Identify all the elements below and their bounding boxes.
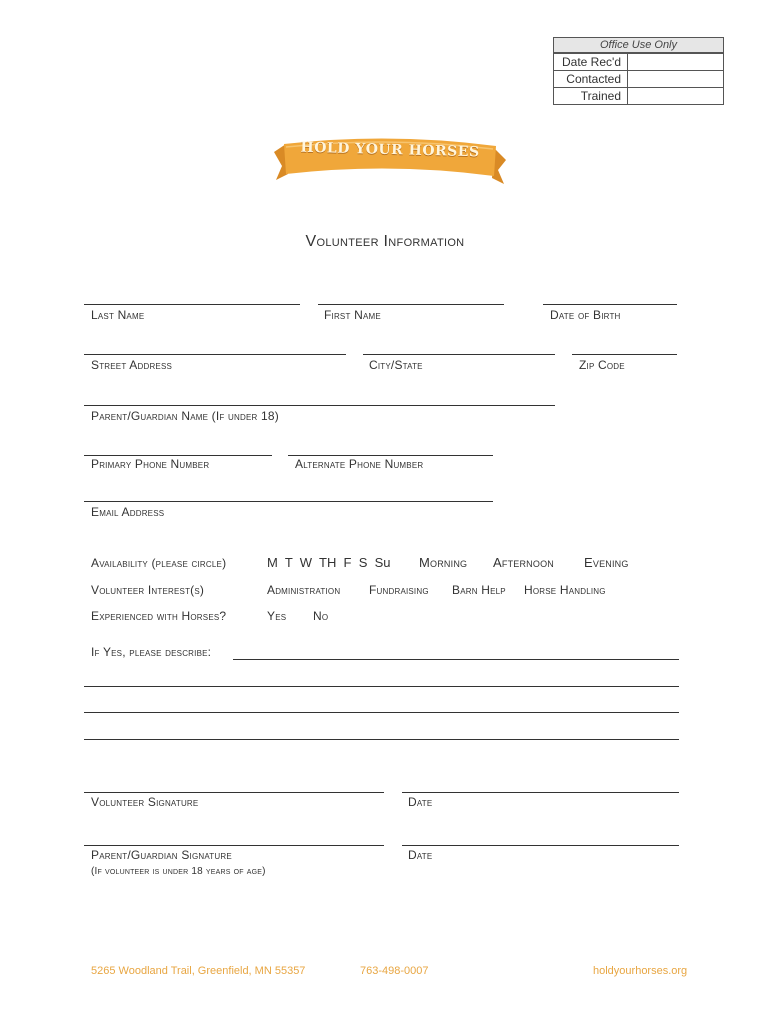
experience-yes[interactable]: Yes <box>267 609 287 623</box>
availability-days[interactable]: M T W TH F S Su <box>267 555 391 570</box>
last-name-field[interactable] <box>84 304 300 305</box>
availability-label: Availability (please circle) <box>91 556 227 570</box>
describe-line-2[interactable] <box>84 686 679 687</box>
guardian-name-label: Parent/Guardian Name (If under 18) <box>91 409 279 423</box>
describe-line-4[interactable] <box>84 739 679 740</box>
guardian-note: (If volunteer is under 18 years of age) <box>91 866 266 877</box>
office-use-header: Office Use Only <box>554 38 723 53</box>
guardian-date-label: Date <box>408 848 433 862</box>
zip-code-label: Zip Code <box>579 358 625 372</box>
last-name-label: Last Name <box>91 308 145 322</box>
office-value-trained[interactable] <box>628 88 723 104</box>
availability-evening[interactable]: Evening <box>584 555 629 570</box>
describe-line-3[interactable] <box>84 712 679 713</box>
street-address-field[interactable] <box>84 354 346 355</box>
volunteer-signature-field[interactable] <box>84 792 384 793</box>
guardian-signature-field[interactable] <box>84 845 384 846</box>
volunteer-date-field[interactable] <box>402 792 679 793</box>
office-row-date-recd <box>554 53 723 70</box>
describe-line-1[interactable] <box>233 659 679 660</box>
describe-label: If Yes, please describe: <box>91 645 212 659</box>
primary-phone-label: Primary Phone Number <box>91 457 210 471</box>
office-label-date-recd: Date Rec'd <box>554 54 628 70</box>
guardian-name-field[interactable] <box>84 405 555 406</box>
footer-website[interactable]: holdyourhorses.org <box>593 965 688 977</box>
date-of-birth-label: Date of Birth <box>550 308 621 322</box>
availability-afternoon[interactable]: Afternoon <box>493 555 554 570</box>
alternate-phone-field[interactable] <box>288 455 493 456</box>
zip-code-field[interactable] <box>572 354 677 355</box>
office-label-trained: Trained <box>554 88 628 104</box>
availability-morning[interactable]: Morning <box>419 555 468 570</box>
interest-horse-handling[interactable]: Horse Handling <box>524 583 606 597</box>
office-row-contacted <box>554 70 723 87</box>
experience-no[interactable]: No <box>313 609 329 623</box>
office-label-contacted: Contacted <box>554 71 628 87</box>
email-label: Email Address <box>91 505 165 519</box>
interest-fundraising[interactable]: Fundraising <box>369 583 429 597</box>
email-field[interactable] <box>84 501 493 502</box>
footer-phone: 763-498-0007 <box>360 965 429 977</box>
footer-address: 5265 Woodland Trail, Greenfield, MN 55357 <box>91 965 306 977</box>
interest-administration[interactable]: Administration <box>267 583 341 597</box>
office-use-table <box>553 37 724 105</box>
volunteer-signature-label: Volunteer Signature <box>91 795 199 809</box>
city-state-label: City/State <box>369 358 423 372</box>
guardian-date-field[interactable] <box>402 845 679 846</box>
alternate-phone-label: Alternate Phone Number <box>295 457 424 471</box>
city-state-field[interactable] <box>363 354 555 355</box>
volunteer-date-label: Date <box>408 795 433 809</box>
page-title: Volunteer Information <box>305 233 465 250</box>
street-address-label: Street Address <box>91 358 173 372</box>
logo-text: HOLD YOUR HORSES <box>300 139 480 161</box>
date-of-birth-field[interactable] <box>543 304 677 305</box>
office-value-date-recd[interactable] <box>628 54 723 70</box>
guardian-signature-label: Parent/Guardian Signature <box>91 848 232 862</box>
hold-your-horses-logo <box>272 130 508 184</box>
volunteer-interest-label: Volunteer Interest(s) <box>91 583 205 597</box>
office-row-trained <box>554 87 723 104</box>
experience-label: Experienced with Horses? <box>91 609 227 623</box>
primary-phone-field[interactable] <box>84 455 272 456</box>
interest-barn-help[interactable]: Barn Help <box>452 583 506 597</box>
first-name-field[interactable] <box>318 304 504 305</box>
office-value-contacted[interactable] <box>628 71 723 87</box>
first-name-label: First Name <box>324 308 381 322</box>
